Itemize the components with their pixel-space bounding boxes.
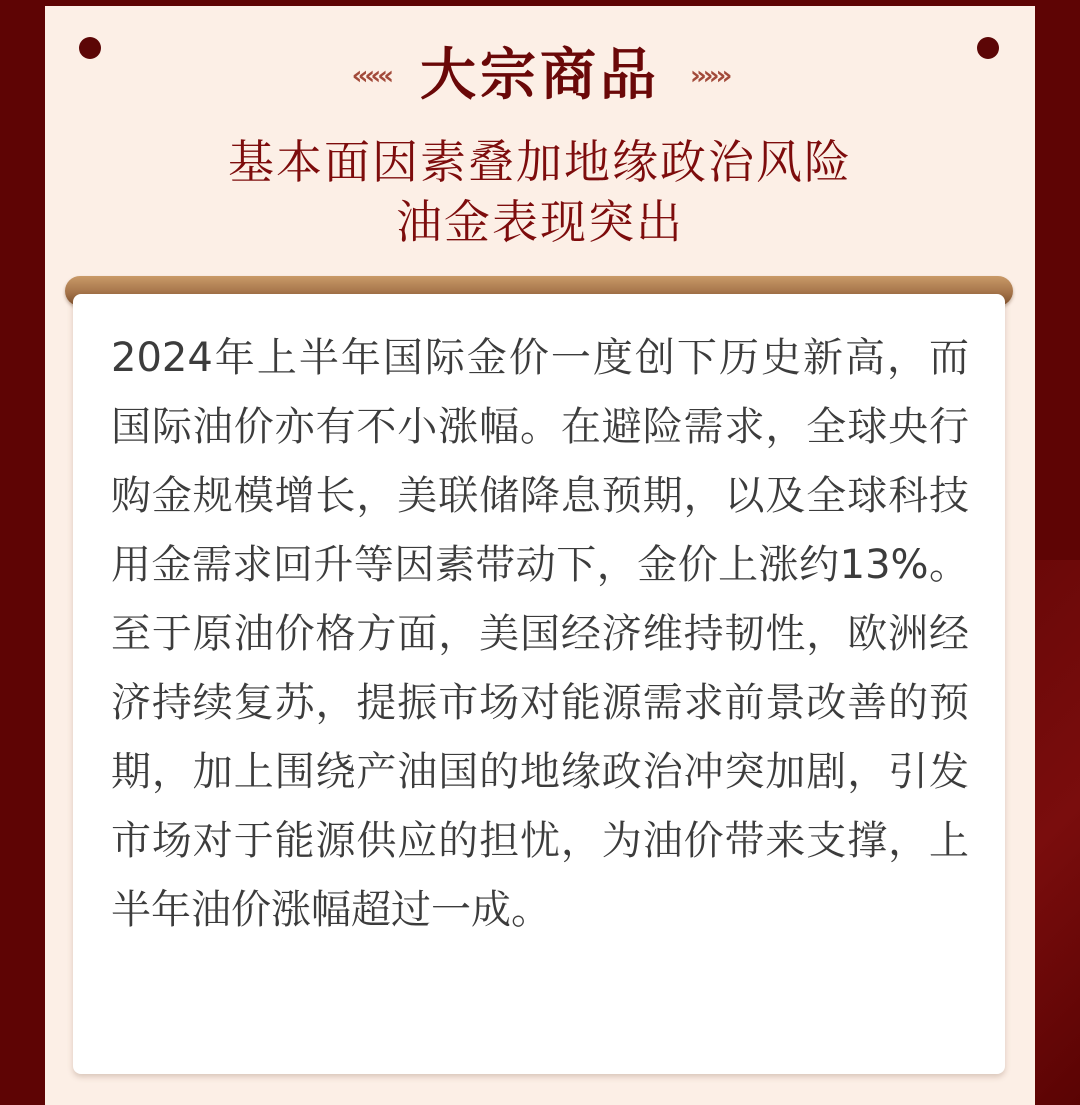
- content-panel: [45, 6, 1035, 1105]
- subtitle-line-2: 油金表现突出: [396, 195, 684, 249]
- heading-row: [45, 36, 1035, 116]
- body-paragraph: 2024年上半年国际金价一度创下历史新高，而国际油价亦有不小涨幅。在避险需求，全球央行购金规模增长，美联储降息预期，以及全球科技用金需求回升等因素带动下，金价上涨约13%。至于原油价格方面，美国经济维持韧性，欧洲经济持续复苏，提振市场对能源需求前景改善的预期，加上围绕产油国的地缘政治冲突加剧，引发市场对于能源供应的担忧，为油价带来支撑，上半年油价涨幅超过一成。: [111, 335, 969, 933]
- chevron-left-icon: «««: [351, 61, 390, 91]
- subtitle-line-1: 基本面因素叠加地缘政治风险: [228, 135, 852, 189]
- chevron-right-icon: »»»: [690, 61, 729, 91]
- text-card: [73, 294, 1005, 1074]
- section-title: 大宗商品: [420, 43, 660, 108]
